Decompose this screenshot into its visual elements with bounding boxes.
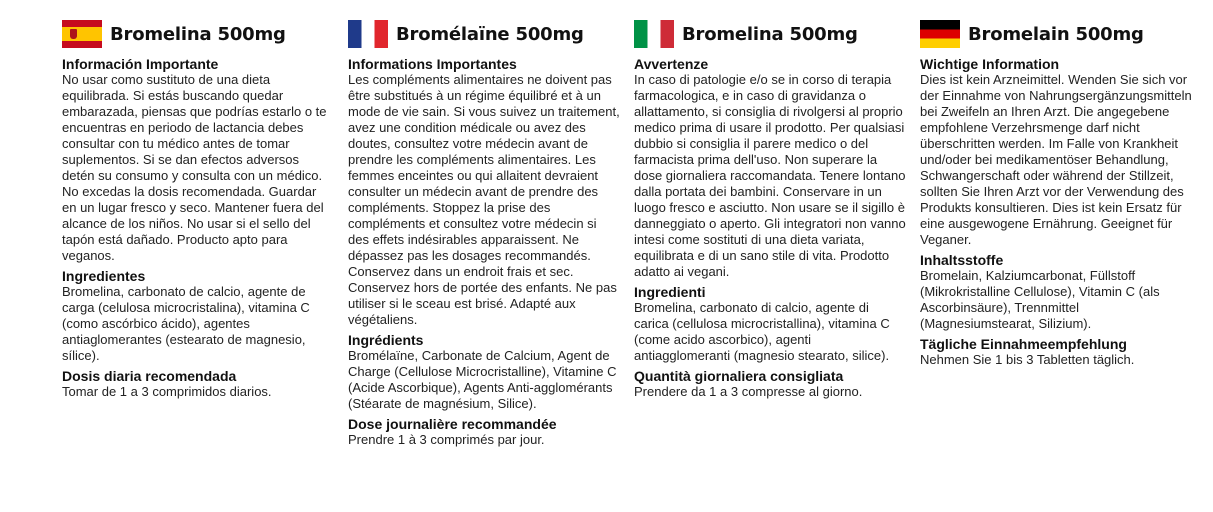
column-header [62,18,334,50]
france-flag-icon [348,20,388,48]
ingredients-heading: Ingredientes [62,268,146,284]
column-german [920,18,1192,372]
ingredients-heading: Inhaltsstoffe [920,252,1004,268]
column-spanish [62,18,334,404]
product-title: Bromelina 500mg [682,23,858,45]
ingredients-heading: Ingredienti [634,284,706,300]
column-french [348,18,620,452]
warning-heading: Informations Importantes [348,56,517,72]
column-header [348,18,620,50]
warning-text: Dies ist kein Arzneimittel. Wenden Sie sich vor der Einnahme von Nahrungsergänzungsmitteln bei Zweifeln an Ihren Arzt. Die angegebene empfohlene Verzehrsmenge darf nicht überschritten werden. Im Falle von Krankheit und/oder bei medikamentöser Behandlung, Schwangerschaft oder während der Stillzeit, sollten Sie Ihren Arzt vor der Verwendung des Produkts konsultieren. Dies ist kein Ersatz für eine ausgewogene Ernährung. Geeignet für Veganer. [920,72,1192,247]
warning-heading: Información Importante [62,56,219,72]
product-title: Bromelina 500mg [110,23,286,45]
warning-text: Les compléments alimentaires ne doivent pas être substitués à un régime équilibré et à un mode de vie sain. Si vous suivez un traitement, avez une condition médicale ou avez des doutes, consultez votre médecin avant de prendre les compléments alimentaires. Les femmes enceintes ou qui allaitent devraient consulter un médecin avant de prendre des compléments. Stoppez la prise des compléments et consultez votre médecin si des effets indésirables apparaissent. Ne dépassez pas les dosages recommandés. Conservez dans un endroit frais et sec. Conservez hors de portée des enfants. Ne pas utiliser si le sceau est brisé. Adapté aux végétaliens. [348,72,620,327]
warning-text: No usar como sustituto de una dieta equilibrada. Si estás buscando quedar embarazada, piensas que podrías estarlo o te encuentras en periodo de lactancia debes consultar con tu médico antes de tomar suplementos. Si se dan efectos adversos detén su consumo y consulta con un médico. No excedas la dosis recomendada. Guardar en un lugar fresco y seco. Mantener fuera del alcance de los niños. No usar si el sello del tapón está dañado. Producto apto para veganos. [62,72,327,263]
column-header [920,18,1192,50]
ingredients-text: Bromelain, Kalziumcarbonat, Füllstoff (Mikrokristalline Cellulose), Vitamin C (als Ascorbinsäure), Trennmittel (Magnesiumstearat, Silizium). [920,268,1160,331]
germany-flag-icon [920,20,960,48]
dose-heading: Quantità giornaliera consigliata [634,368,844,384]
dose-text: Prendre 1 à 3 comprimés par jour. [348,432,545,447]
dose-heading: Dosis diaria recomendada [62,368,237,384]
dose-heading: Dose journalière recommandée [348,416,557,432]
column-italian [634,18,906,404]
dose-heading: Tägliche Einnahmeempfehlung [920,336,1127,352]
ingredients-heading: Ingrédients [348,332,424,348]
dose-text: Nehmen Sie 1 bis 3 Tabletten täglich. [920,352,1135,367]
warning-heading: Wichtige Information [920,56,1060,72]
warning-heading: Avvertenze [634,56,709,72]
italy-flag-icon [634,20,674,48]
warning-text: In caso di patologie e/o se in corso di terapia farmacologica, e in caso di gravidanza o allattamento, si consiglia di rivolgersi al proprio medico prima di usare il prodotto. Per qualsiasi dubbio si consiglia il parere medico o del farmacista prima dell'uso. Non superare la dose giornaliera raccomandata. Tenere lontano dalla portata dei bambini. Conservare in un luogo fresco e asciutto. Non usare se il sigillo è danneggiato o aperto. Gli integratori non vanno intesi come sostituti di una dieta variata, equilibrata e di un sano stile di vita. Prodotto adatto ai vegani. [634,72,906,279]
column-header [634,18,906,50]
spain-flag-icon [62,20,102,48]
dose-text: Tomar de 1 a 3 comprimidos diarios. [62,384,272,399]
product-title: Bromelain 500mg [968,23,1144,45]
dose-text: Prendere da 1 a 3 compresse al giorno. [634,384,863,399]
ingredients-text: Bromélaïne, Carbonate de Calcium, Agent de Charge (Cellulose Microcristalline), Vitamine C (Acide Ascorbique), Agents Anti-agglomérants (Stéarate de magnésium, Silice). [348,348,617,411]
product-title: Bromélaïne 500mg [396,23,584,45]
ingredients-text: Bromelina, carbonato di calcio, agente di carica (cellulosa microcristallina), vitamina C (come acido ascorbico), agenti antiagglomeranti (magnesio stearato, silice). [634,300,890,363]
ingredients-text: Bromelina, carbonato de calcio, agente de carga (celulosa microcristalina), vitamina C (como ascórbico ácido), agentes antiaglomerantes (estearato de magnesio, sílice). [62,284,310,363]
